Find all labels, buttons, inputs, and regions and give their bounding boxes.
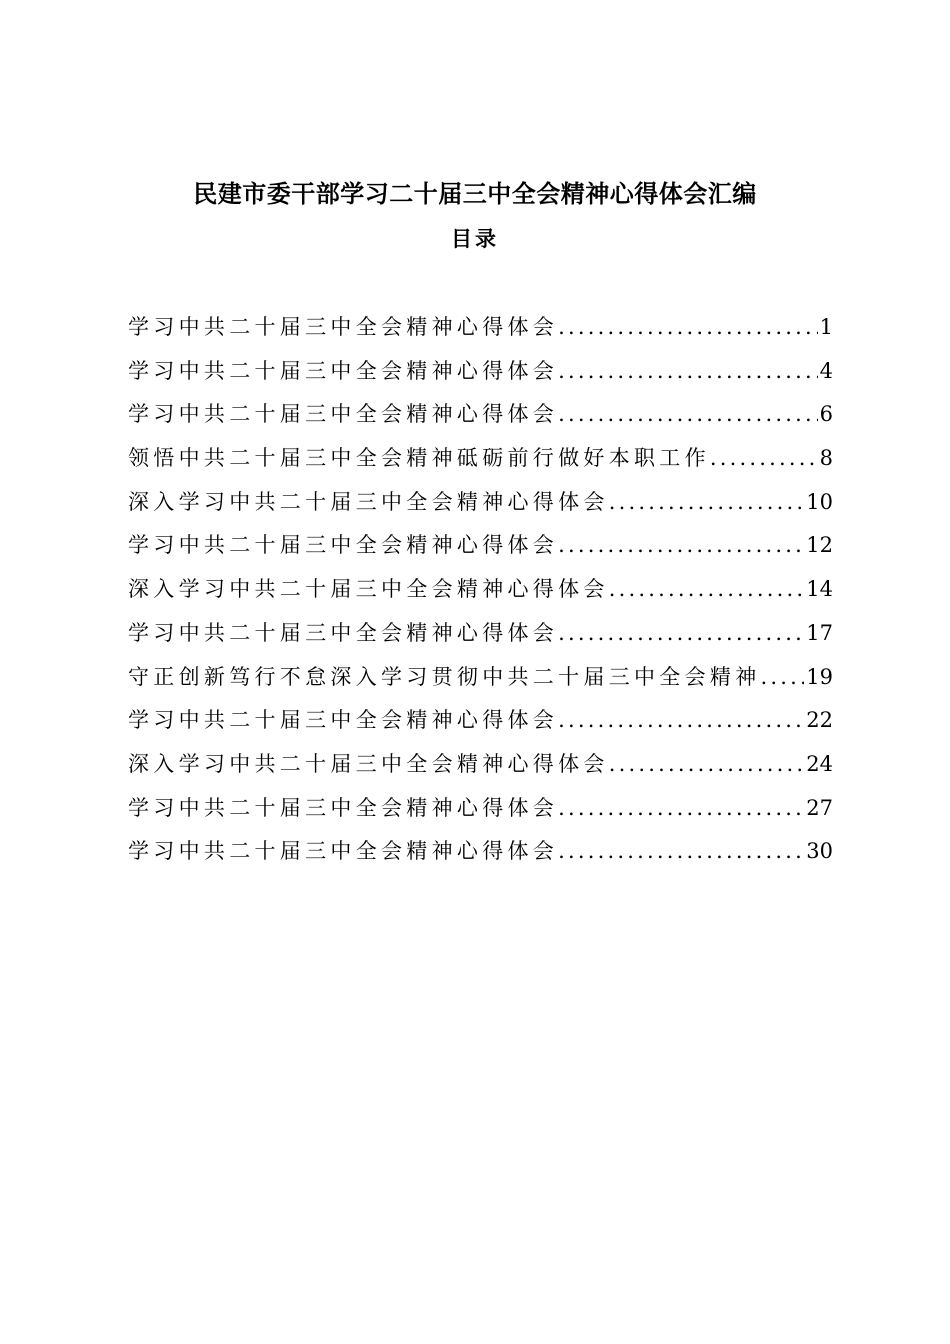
toc-dot-leader — [558, 306, 818, 350]
toc-entry-title: 学习中共二十届三中全会精神心得体会 — [128, 795, 559, 820]
toc-entry-title: 学习中共二十届三中全会精神心得体会 — [128, 315, 559, 339]
document-title: 民建市委干部学习二十届三中全会精神心得体会汇编 — [193, 179, 757, 208]
toc-entry[interactable] — [128, 612, 833, 656]
toc-entry[interactable] — [128, 656, 833, 700]
toc-entry-title: 深入学习中共二十届三中全会精神心得体会 — [128, 577, 609, 602]
toc-page-number: 14 — [806, 577, 833, 602]
toc-entry-title: 学习中共二十届三中全会精神心得体会 — [128, 402, 559, 427]
toc-entry[interactable] — [128, 306, 833, 350]
toc-entry[interactable] — [128, 481, 833, 525]
toc-entry[interactable] — [128, 568, 833, 612]
toc-dot-leader — [609, 481, 805, 525]
toc-entry-title: 深入学习中共二十届三中全会精神心得体会 — [128, 751, 609, 776]
toc-entry[interactable] — [128, 437, 833, 481]
toc-dot-leader — [558, 699, 804, 743]
toc-entry[interactable] — [128, 524, 833, 568]
toc-dot-leader — [558, 393, 818, 437]
toc-heading: 目录 — [451, 226, 499, 251]
toc-entry-title: 学习中共二十届三中全会精神心得体会 — [128, 708, 559, 733]
toc-dot-leader — [558, 350, 818, 394]
toc-page-number: 8 — [819, 446, 833, 471]
toc-entry-title: 学习中共二十届三中全会精神心得体会 — [128, 620, 559, 645]
toc-page-number: 24 — [806, 751, 833, 776]
toc-entry-title: 守正创新笃行不怠深入学习贯彻中共二十届三中全会精神 — [128, 664, 761, 689]
toc-dot-leader — [558, 787, 804, 831]
toc-dot-leader — [609, 568, 805, 612]
toc-dot-leader — [558, 524, 804, 568]
toc-page-number: 12 — [806, 533, 833, 558]
toc-page-number: 17 — [806, 620, 833, 645]
toc-entry-title: 学习中共二十届三中全会精神心得体会 — [128, 533, 559, 558]
toc-entry-title: 领悟中共二十届三中全会精神砥砺前行做好本职工作 — [128, 446, 710, 471]
toc-page-number: 30 — [806, 839, 833, 864]
toc-entry[interactable] — [128, 350, 833, 394]
table-of-contents — [128, 306, 833, 874]
toc-entry[interactable] — [128, 743, 833, 787]
toc-page-number: 1 — [819, 315, 833, 339]
toc-entry[interactable] — [128, 830, 833, 874]
toc-page-number: 6 — [819, 402, 833, 427]
toc-dot-leader — [761, 656, 805, 700]
toc-dot-leader — [609, 743, 805, 787]
toc-dot-leader — [710, 437, 818, 481]
toc-page-number: 27 — [806, 795, 833, 820]
toc-page-number: 19 — [806, 664, 833, 689]
toc-page-number: 10 — [806, 489, 833, 514]
toc-page-number: 22 — [806, 708, 833, 733]
toc-entry[interactable] — [128, 699, 833, 743]
toc-dot-leader — [558, 830, 804, 874]
toc-entry[interactable] — [128, 393, 833, 437]
toc-page-number: 4 — [819, 358, 833, 383]
toc-dot-leader — [558, 612, 804, 656]
toc-entry-title: 学习中共二十届三中全会精神心得体会 — [128, 358, 559, 383]
toc-entry[interactable] — [128, 787, 833, 831]
toc-entry-title: 深入学习中共二十届三中全会精神心得体会 — [128, 489, 609, 514]
toc-entry-title: 学习中共二十届三中全会精神心得体会 — [128, 839, 559, 864]
